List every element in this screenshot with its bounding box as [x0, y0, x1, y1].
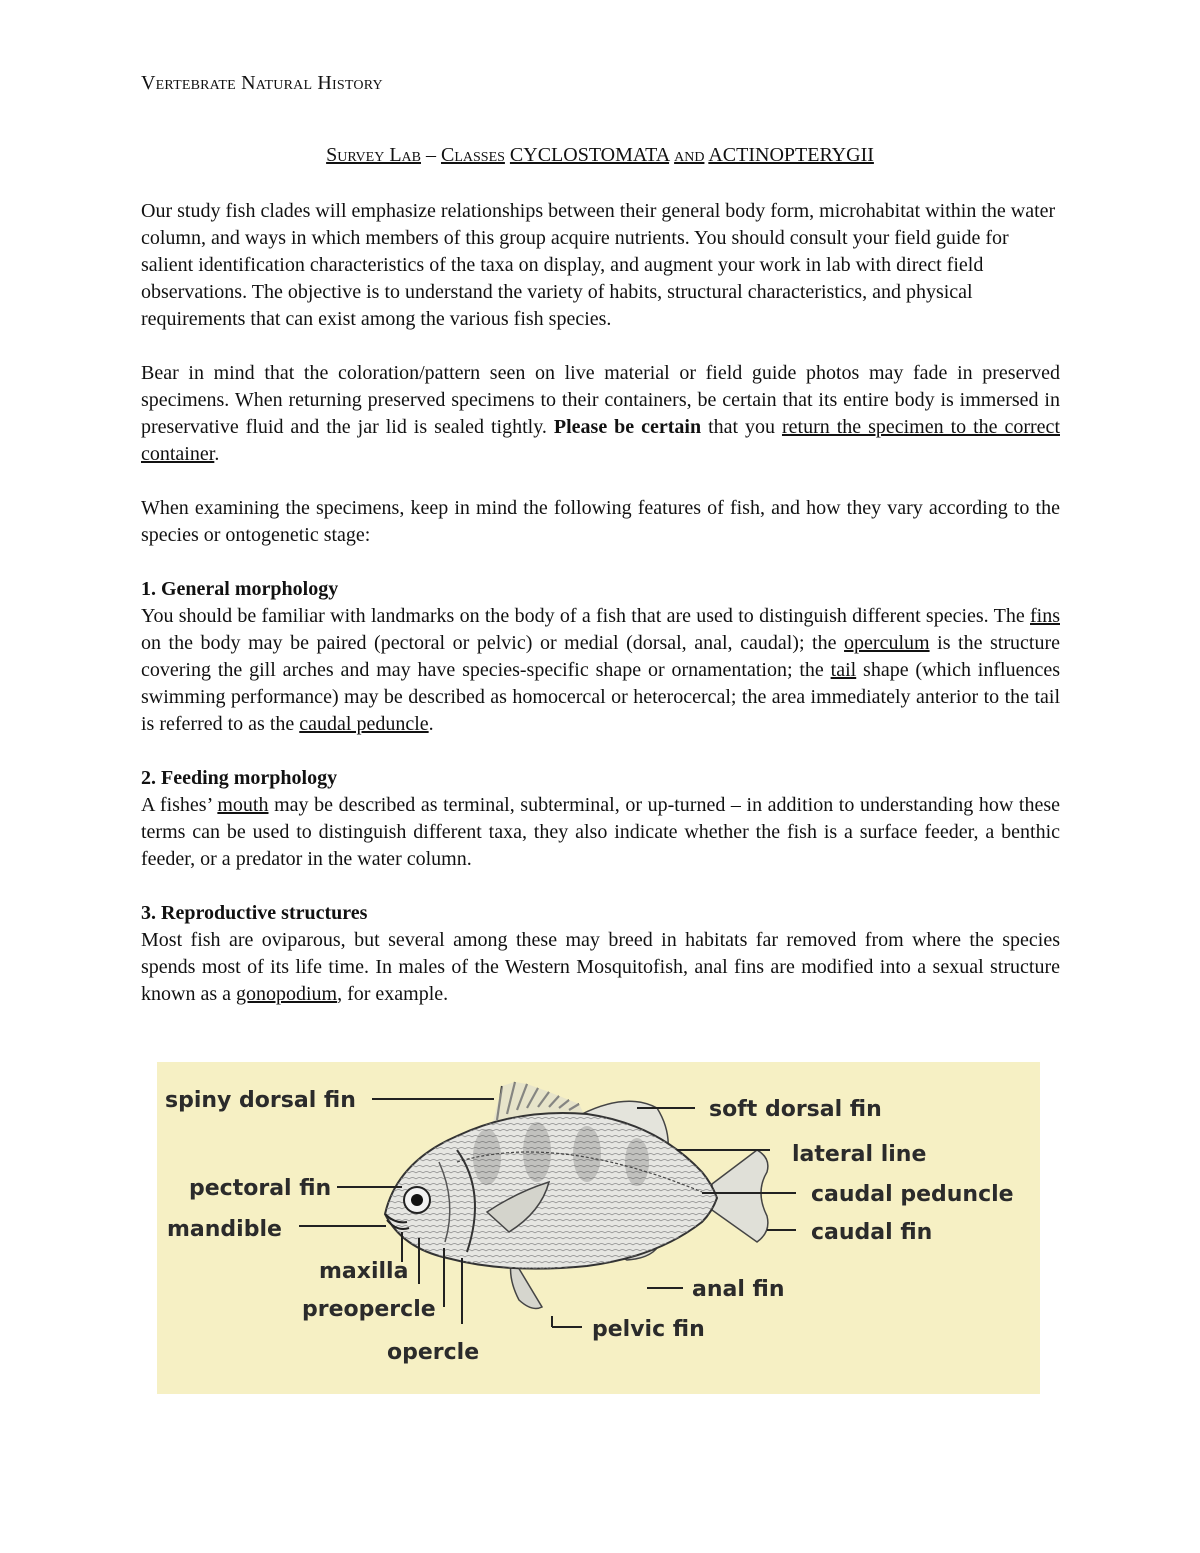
label-lateral-line: lateral line — [792, 1142, 927, 1167]
section-repro-title: 3. Reproductive structures — [141, 902, 368, 924]
intro-paragraph-1: Our study fish clades will emphasize relationships between their general body form, microhabitat within the water column, and ways in which members of this group acquire nutrients. You should consult your field guide for salient identification characteristics of the taxa on display, and augment your work in lab with direct field observations. The objective is to understand the variety of habits, structural characteristics, and physical requirements that can exist among the various fish species. — [141, 200, 1056, 330]
general-t3: is the structure covering the gill arches and may have species-specific shape or ornamentation; the — [141, 632, 1060, 681]
label-pelvic-fin: pelvic fin — [592, 1317, 705, 1342]
para2-text-c: . — [214, 443, 220, 465]
general-t1: You should be familiar with landmarks on the body of a fish that are used to distinguish different species. The — [141, 605, 1030, 627]
label-caudal-peduncle: caudal peduncle — [811, 1182, 1014, 1207]
general-t4: shape (which influences swimming performance) may be described as homocercal or heterocercal; the area immediately anterior to the tail is referred to as the — [141, 659, 1060, 735]
fish-pupil-shape — [411, 1194, 423, 1206]
label-mandible: mandible — [167, 1217, 282, 1242]
section-feeding-title: 2. Feeding morphology — [141, 767, 338, 789]
intro-paragraph-2 — [141, 360, 1060, 468]
general-term-tail: tail — [830, 659, 857, 681]
label-opercle: opercle — [387, 1340, 480, 1365]
label-spiny-dorsal-fin: spiny dorsal fin — [165, 1088, 356, 1113]
section-feeding-morphology — [141, 765, 1060, 873]
document-body — [141, 198, 1060, 1035]
general-term-operculum: operculum — [844, 632, 930, 654]
feeding-term-mouth: mouth — [217, 794, 269, 816]
title-part-cyclostomata: CYCLOSTOMATA — [509, 144, 670, 166]
section-reproductive-structures — [141, 900, 1060, 1008]
general-term-caudal-peduncle: caudal peduncle — [299, 713, 429, 735]
general-t2: on the body may be paired (pectoral or pelvic) or medial (dorsal, anal, caudal); the — [141, 632, 845, 654]
para2-text-b: that you — [701, 416, 782, 438]
general-t5: . — [428, 713, 434, 735]
label-maxilla: maxilla — [319, 1259, 409, 1284]
repro-t1: Most fish are oviparous, but several among these may breed in habitats far removed from where the species spends most of its life time. In males of the Western Mosquitofish, anal fins are modified into a sexual structure known as a — [141, 929, 1060, 1005]
feeding-t2: may be described as terminal, subterminal, or up-turned – in addition to understanding how these terms can be used to distinguish different taxa, they also indicate whether the fish is a surface feeder, a benthic feeder, or a predator in the water column. — [141, 794, 1060, 870]
section-general-morphology — [141, 576, 1060, 738]
general-term-fins: fins — [1030, 605, 1060, 627]
fish-anatomy-figure — [157, 1062, 1040, 1394]
para2-bold: Please be certain — [553, 416, 702, 438]
title-dash: – — [421, 144, 441, 166]
title-part-survey-lab: Survey Lab — [326, 144, 421, 166]
para2-text-a: Bear in mind that the coloration/pattern seen on live material or field guide photos may fade in preserved specimens. When returning preserved specimens to their containers, be certain that its entire body is immersed in preservative fluid and the jar lid is sealed tightly. — [141, 362, 1060, 438]
intro-paragraph-3: When examining the specimens, keep in mind the following features of fish, and how they vary according to the species or ontogenetic stage: — [141, 497, 1060, 546]
label-caudal-fin: caudal fin — [811, 1220, 933, 1245]
label-pectoral-fin: pectoral fin — [189, 1176, 332, 1201]
para2-underline: return the specimen to the correct container — [141, 416, 1060, 465]
course-header: Vertebrate Natural History — [141, 72, 383, 94]
title-part-and: and — [674, 144, 705, 166]
section-general-title: 1. General morphology — [141, 578, 339, 600]
repro-term-gonopodium: gonopodium — [235, 983, 338, 1005]
caudal-fin-shape — [712, 1150, 768, 1242]
label-anal-fin: anal fin — [692, 1277, 785, 1302]
feeding-t1: A fishes’ — [141, 794, 218, 816]
title-part-actinopterygii: ACTINOPTERYGII — [708, 144, 874, 166]
fish-anatomy-diagram — [157, 1062, 1040, 1394]
title-part-classes: Classes — [441, 144, 505, 166]
repro-t2: , for example. — [337, 983, 449, 1005]
lab-title — [0, 144, 1200, 167]
label-soft-dorsal-fin: soft dorsal fin — [709, 1097, 882, 1122]
label-preopercle: preopercle — [302, 1297, 436, 1322]
